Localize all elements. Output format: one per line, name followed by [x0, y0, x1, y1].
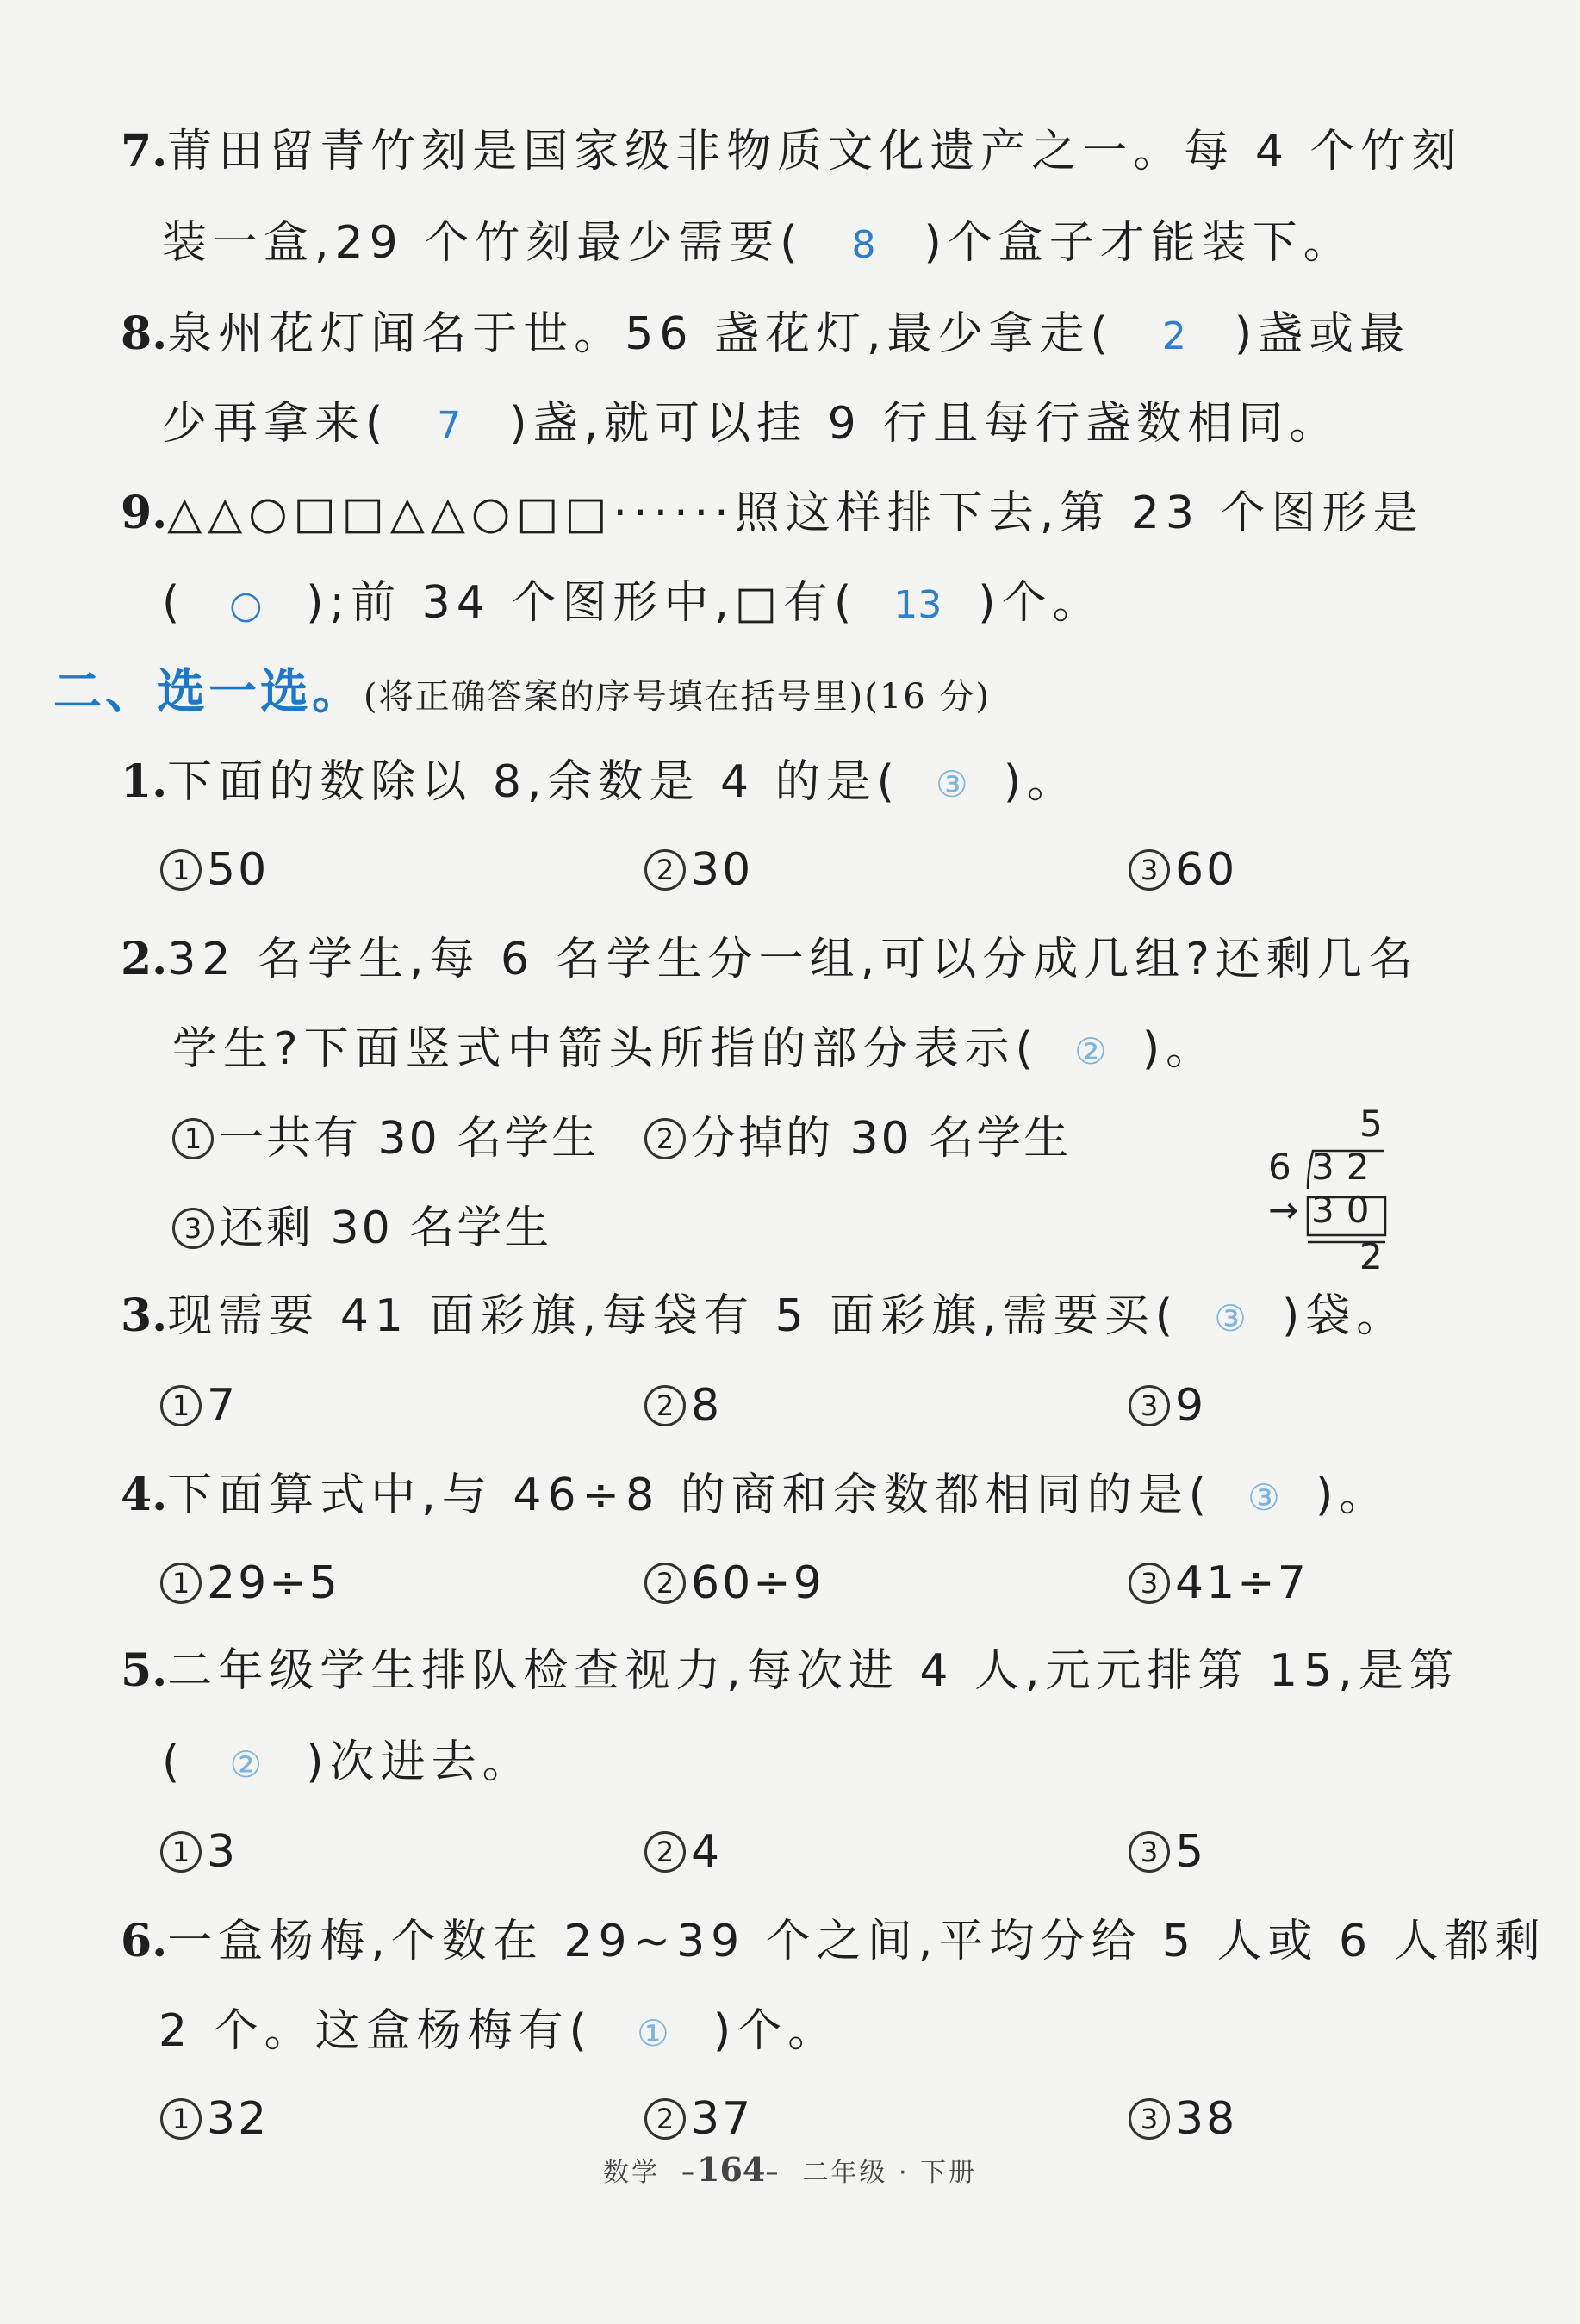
- c4-text-a: 下面算式中,与 46÷8 的商和余数都相同的是(: [167, 1470, 1212, 1521]
- c5-option-3-text: 5: [1175, 1826, 1207, 1878]
- c6-text1: 一盒杨梅,个数在 29~39 个之间,平均分给 5 人或 6 人都剩: [167, 1916, 1546, 1967]
- c2-text2b: )。: [1141, 1023, 1217, 1075]
- c2-number: 2.: [121, 933, 168, 985]
- c4-option-2: [644, 1549, 824, 1618]
- c5-text2b: )次进去。: [306, 1737, 533, 1788]
- c6-line2: [159, 1997, 838, 2066]
- c5-option-1-mark: 1: [160, 1831, 202, 1873]
- q8-line1: [121, 300, 1410, 369]
- c2-text1: 32 名学生,每 6 名学生分一组,可以分成几组?还剩几名: [167, 934, 1419, 985]
- c3-option-2: [644, 1371, 722, 1440]
- c3-text-a: 现需要 41 面彩旗,每袋有 5 面彩旗,需要买(: [167, 1290, 1179, 1342]
- q7-text1: 莆田留青竹刻是国家级非物质文化遗产之一。每 4 个竹刻: [167, 126, 1463, 177]
- c6-text2a: 2 个。这盒杨梅有(: [159, 2005, 593, 2057]
- c4-option-2-mark: 2: [644, 1563, 686, 1604]
- c5-option-3-mark: 3: [1129, 1831, 1170, 1873]
- q9-number: 9.: [121, 487, 168, 539]
- c1-option-2: [644, 836, 753, 904]
- section2-title: 二、选一选。: [53, 664, 364, 720]
- c6-number: 6.: [121, 1915, 168, 1967]
- c5-number: 5.: [121, 1644, 168, 1697]
- c5-option-2-text: 4: [691, 1826, 723, 1878]
- division-arrow: →: [1268, 1189, 1299, 1231]
- c1-option-2-mark: 2: [644, 849, 686, 891]
- c5-text1: 二年级学生排队检查视力,每次进 4 人,元元排第 15,是第: [167, 1645, 1460, 1697]
- c3-line: [121, 1282, 1407, 1351]
- c4-option-2-text: 60÷9: [691, 1557, 824, 1609]
- q8-text2a: 少再拿来(: [162, 398, 389, 450]
- c2-line2: [172, 1015, 1216, 1084]
- c1-answer: ③: [936, 763, 968, 805]
- c6-line1: [121, 1907, 1546, 1976]
- section2-heading: [53, 658, 991, 727]
- c6-option-2-text: 37: [691, 2093, 754, 2145]
- division-dividend: 32: [1311, 1146, 1382, 1188]
- c1-option-3-text: 60: [1175, 844, 1238, 896]
- c5-option-2-mark: 2: [644, 1831, 686, 1873]
- c2-option-3-text: 还剩 30 名学生: [219, 1202, 552, 1254]
- c1-option-1-text: 50: [207, 844, 270, 896]
- c4-option-1-mark: 1: [160, 1563, 202, 1604]
- c1-text-b: )。: [1003, 756, 1079, 808]
- q8-number: 8.: [121, 308, 168, 360]
- q7-line1: [121, 117, 1462, 186]
- c1-line: [121, 748, 1078, 817]
- c6-answer: ①: [637, 2012, 669, 2054]
- c1-option-3: [1129, 836, 1237, 904]
- c1-text-a: 下面的数除以 8,余数是 4 的是(: [167, 756, 900, 808]
- q8-text2b: )盏,就可以挂 9 行且每行盏数相同。: [509, 398, 1341, 450]
- c1-option-2-text: 30: [691, 844, 754, 896]
- c3-text-b: )袋。: [1282, 1290, 1408, 1342]
- c2-option-2-mark: 2: [644, 1118, 686, 1159]
- q9-text2b: );前 34 个图形中,□有(: [306, 577, 858, 629]
- c5-option-1-text: 3: [207, 1826, 239, 1878]
- c4-text-b: )。: [1316, 1470, 1390, 1521]
- c6-text2b: )个。: [712, 2005, 839, 2057]
- c6-option-1-text: 32: [207, 2093, 270, 2145]
- c6-option-2: [644, 2085, 753, 2153]
- footer-subject: 数学: [602, 2158, 660, 2188]
- q7-text2a: 装一盒,29 个竹刻最少需要(: [162, 217, 804, 269]
- q9-answer1: ○: [229, 583, 263, 627]
- footer-grade: 二年级 · 下册: [802, 2158, 978, 2188]
- c2-option-3: [172, 1194, 551, 1263]
- c4-option-3: [1129, 1549, 1309, 1618]
- q9-line2: [162, 569, 1104, 637]
- c5-line2: [162, 1728, 533, 1797]
- c6-option-1-mark: 1: [160, 2098, 202, 2140]
- c4-option-1-text: 29÷5: [207, 1557, 340, 1609]
- c3-answer: ③: [1214, 1297, 1247, 1339]
- q9-text1: △△○□□△△○□□······照这样排下去,第 23 个图形是: [167, 488, 1424, 539]
- c2-text2a: 学生?下面竖式中箭头所指的部分表示(: [172, 1023, 1039, 1075]
- c3-option-3-text: 9: [1175, 1380, 1207, 1432]
- c3-option-1-text: 7: [207, 1380, 239, 1432]
- section2-note: (将正确答案的序号填在括号里)(16 分): [364, 677, 992, 717]
- c2-option-3-mark: 3: [172, 1208, 214, 1249]
- q9-answer2: 13: [893, 583, 942, 627]
- q8-answer2: 7: [437, 404, 462, 448]
- c3-option-3-mark: 3: [1129, 1385, 1170, 1426]
- c1-option-1: [160, 836, 269, 904]
- q8-answer1: 2: [1161, 314, 1186, 358]
- c2-option-1-mark: 1: [172, 1118, 214, 1159]
- footer-page-number: 164: [697, 2150, 766, 2189]
- division-remainder: 2: [1359, 1235, 1395, 1277]
- c4-line: [121, 1461, 1390, 1530]
- c2-answer: ②: [1074, 1030, 1107, 1072]
- q7-text2b: )个盒子才能装下。: [924, 217, 1354, 269]
- c2-option-2-text: 分掉的 30 名学生: [691, 1113, 1072, 1165]
- c5-option-3: [1129, 1818, 1206, 1886]
- q9-text2c: )个。: [978, 577, 1104, 629]
- q9-text2a: (: [162, 577, 186, 629]
- q7-answer: 8: [851, 223, 876, 267]
- c5-line1: [121, 1637, 1460, 1706]
- q8-text1b: )盏或最: [1234, 308, 1411, 360]
- page-footer: 数学 –164– 二年级 · 下册: [602, 2150, 978, 2189]
- c5-answer: ②: [229, 1743, 263, 1786]
- division-quotient: 5: [1359, 1103, 1395, 1145]
- c4-answer: ③: [1247, 1476, 1280, 1519]
- c4-option-1: [160, 1549, 340, 1618]
- c6-option-1: [160, 2085, 269, 2153]
- q7-line2: [162, 208, 1354, 277]
- division-product: 30: [1311, 1189, 1382, 1231]
- c4-number: 4.: [121, 1469, 168, 1521]
- c6-option-3-mark: 3: [1129, 2098, 1170, 2140]
- c2-option-1-text: 一共有 30 名学生: [219, 1113, 600, 1165]
- q8-line2: [162, 389, 1340, 458]
- c5-option-2: [644, 1818, 722, 1886]
- c6-option-3-text: 38: [1175, 2093, 1238, 2145]
- c5-option-1: [160, 1818, 238, 1886]
- c2-option-1: [172, 1104, 599, 1173]
- division-lines: [1258, 1103, 1396, 1288]
- c3-option-1-mark: 1: [160, 1385, 202, 1426]
- c3-option-3: [1129, 1371, 1206, 1440]
- c4-option-3-text: 41÷7: [1175, 1557, 1309, 1609]
- division-divisor: 6: [1268, 1146, 1303, 1188]
- c6-option-3: [1129, 2085, 1237, 2153]
- c3-option-2-mark: 2: [644, 1385, 686, 1426]
- c2-option-2: [644, 1104, 1071, 1173]
- c3-option-2-text: 8: [691, 1380, 723, 1432]
- c3-number: 3.: [121, 1289, 168, 1342]
- q9-line1: [121, 479, 1423, 548]
- c6-option-2-mark: 2: [644, 2098, 686, 2140]
- c5-text2a: (: [162, 1737, 186, 1788]
- c4-option-3-mark: 3: [1129, 1563, 1170, 1604]
- c2-line1: [121, 925, 1419, 994]
- q7-number: 7.: [121, 125, 168, 177]
- q8-text1a: 泉州花灯闻名于世。56 盏花灯,最少拿走(: [167, 308, 1114, 360]
- c3-option-1: [160, 1371, 238, 1440]
- c1-number: 1.: [121, 755, 168, 808]
- c1-option-3-mark: 3: [1129, 849, 1170, 891]
- long-division-figure: [1258, 1103, 1396, 1288]
- c1-option-1-mark: 1: [160, 849, 202, 891]
